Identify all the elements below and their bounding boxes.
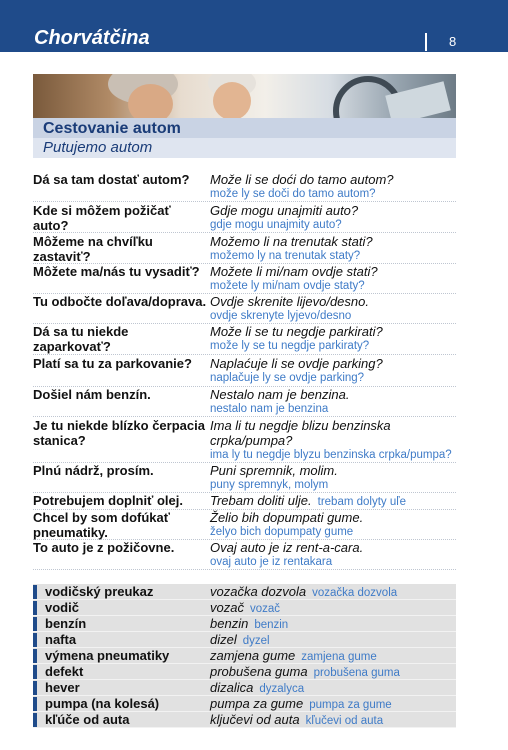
phrase-slovak: Dá sa tam dostať autom?	[33, 172, 190, 187]
vocabulary-row	[33, 664, 456, 680]
bullet-bar	[33, 633, 37, 647]
phrase-croatian: Ovdje skrenite lijevo/desno. ovdje skrenyte lyjevo/desno	[210, 294, 460, 324]
vocab-slovak: kľúče od auta	[45, 712, 130, 727]
vocab-pronunciation: kľučevi od auta	[305, 715, 384, 727]
vocab-slovak: hever	[45, 680, 80, 695]
vocab-pronunciation: dyzalyca	[259, 683, 305, 695]
photo-person-face	[213, 82, 251, 118]
vocab-slovak: vodič	[45, 600, 79, 615]
vocabulary-row	[33, 616, 456, 632]
phrase-croatian: Naplaćuje li se ovdje parking? naplačuje ly se ovdje parking?	[210, 356, 460, 386]
vocab-croatian: probušena guma probušena guma	[210, 664, 400, 679]
vocabulary-row	[33, 648, 456, 664]
phrase-row	[33, 172, 456, 202]
phrase-row	[33, 387, 456, 417]
phrase-pronunciation: puny spremnyk, molym	[210, 479, 329, 491]
vocab-pronunciation: benzin	[254, 619, 289, 631]
vocab-pronunciation: vozačka dozvola	[312, 587, 398, 599]
bullet-bar	[33, 713, 37, 727]
phrase-croatian: Može li se tu negdje parkirati? može ly se tu negdje parkiraty?	[210, 324, 460, 354]
travel-photo	[33, 74, 456, 118]
phrase-croatian: Nestalo nam je benzina. nestalo nam je benzina	[210, 387, 460, 417]
phrase-row	[33, 324, 456, 355]
bullet-bar	[33, 649, 37, 663]
phrase-slovak: Môžete ma/nás tu vysadiť?	[33, 264, 200, 279]
phrase-croatian: Ovaj auto je iz rent-a-cara. ovaj auto je iz rentakara	[210, 540, 460, 570]
vocabulary-row	[33, 712, 456, 728]
phrase-slovak: Tu odbočte doľava/doprava.	[33, 294, 207, 309]
vocab-pronunciation: probušena guma	[313, 667, 400, 679]
phrase-slovak: Plnú nádrž, prosím.	[33, 463, 154, 478]
photo-person-face	[128, 84, 173, 118]
vocab-croatian: dizalica dyzalyca	[210, 680, 305, 695]
phrase-row	[33, 203, 456, 233]
header-divider	[425, 33, 427, 51]
vocab-slovak: vodičský preukaz	[45, 584, 154, 599]
phrase-slovak: Došiel nám benzín.	[33, 387, 151, 402]
language-title: Chorvátčina	[34, 27, 150, 49]
vocab-croatian: pumpa za gume pumpa za gume	[210, 696, 392, 711]
phrase-row	[33, 234, 456, 264]
vocab-croatian: dizel dyzel	[210, 632, 270, 647]
phrase-slovak: Potrebujem doplniť olej.	[33, 493, 183, 508]
phrase-croatian: Trebam doliti ulje. trebam dolyty uľe	[210, 493, 407, 508]
vocab-croatian: vozač vozač	[210, 600, 281, 615]
bullet-bar	[33, 665, 37, 679]
phrase-row	[33, 294, 456, 324]
vocab-croatian: benzin benzin	[210, 616, 289, 631]
vocab-slovak: nafta	[45, 632, 77, 647]
phrase-slovak: Platí sa tu za parkovanie?	[33, 356, 192, 371]
bullet-bar	[33, 617, 37, 631]
phrase-pronunciation: nestalo nam je benzina	[210, 403, 329, 415]
phrase-row	[33, 463, 456, 493]
phrase-pronunciation: ovdje skrenyte lyjevo/desno	[210, 310, 352, 322]
vocab-slovak: benzín	[45, 616, 87, 631]
vocab-slovak: výmena pneumatiky	[45, 648, 170, 663]
phrase-croatian: Puni spremnik, molim. puny spremnyk, molym	[210, 463, 460, 493]
section-title: Cestovanie autom	[43, 120, 181, 137]
phrase-pronunciation: možemo ly na trenutak staty?	[210, 250, 361, 262]
phrase-croatian: Može li se doći do tamo autom? može ly se doči do tamo autom?	[210, 172, 460, 202]
bullet-bar	[33, 601, 37, 615]
phrase-row	[33, 356, 456, 387]
phrase-row	[33, 493, 456, 510]
vocab-pronunciation: pumpa za gume	[309, 699, 392, 711]
phrase-slovak: To auto je z požičovne.	[33, 540, 175, 555]
vocabulary-row	[33, 696, 456, 712]
vocab-croatian: zamjena gume zamjena gume	[210, 648, 377, 663]
bullet-bar	[33, 585, 37, 599]
phrase-croatian: Možemo li na trenutak stati? možemo ly na trenutak staty?	[210, 234, 460, 264]
phrase-pronunciation: može ly se doči do tamo autom?	[210, 188, 376, 200]
section-subtitle: Putujemo autom	[43, 139, 153, 156]
map-icon	[385, 81, 450, 118]
phrase-pronunciation: trebam dolyty uľe	[317, 496, 407, 508]
phrase-row	[33, 510, 456, 540]
vocabulary-row	[33, 584, 456, 600]
phrase-pronunciation: želyo bich dopumpaty gume	[210, 526, 354, 538]
phrase-slovak: Je tu niekde blízko čerpacia stanica?	[33, 418, 205, 448]
vocab-croatian: ključevi od auta kľučevi od auta	[210, 712, 384, 727]
vocabulary-row	[33, 632, 456, 648]
phrase-slovak: Kde si môžem požičať auto?	[33, 203, 171, 233]
phrase-pronunciation: naplačuje ly se ovdje parking?	[210, 372, 365, 384]
vocab-pronunciation: vozač	[249, 603, 281, 615]
vocab-croatian: vozačka dozvola vozačka dozvola	[210, 584, 398, 599]
phrase-croatian: Gdje mogu unajmiti auto? gdje mogu unajmity auto?	[210, 203, 460, 233]
phrase-row	[33, 540, 456, 570]
vocab-pronunciation: zamjena gume	[301, 651, 377, 663]
vocabulary-row	[33, 680, 456, 696]
vocabulary-row	[33, 600, 456, 616]
phrase-row	[33, 264, 456, 294]
vocab-slovak: pumpa (na kolesá)	[45, 696, 160, 711]
phrase-pronunciation: gdje mogu unajmity auto?	[210, 219, 342, 231]
bullet-bar	[33, 681, 37, 695]
page-number: 8	[449, 34, 457, 49]
phrase-slovak: Môžeme na chvíľku zastaviť?	[33, 234, 153, 264]
vocab-pronunciation: dyzel	[242, 635, 270, 647]
phrase-pronunciation: ovaj auto je iz rentakara	[210, 556, 333, 568]
phrase-croatian: Možete li mi/nam ovdje stati? možete ly mi/nam ovdje staty?	[210, 264, 460, 294]
phrase-pronunciation: ima ly tu negdje blyzu benzinska crpka/pumpa?	[210, 449, 452, 461]
bullet-bar	[33, 697, 37, 711]
page-header	[0, 0, 508, 52]
phrase-pronunciation: možete ly mi/nam ovdje staty?	[210, 280, 365, 292]
phrase-row	[33, 418, 456, 463]
phrase-pronunciation: može ly se tu negdje parkiraty?	[210, 340, 370, 352]
phrase-slovak: Dá sa tu niekde zaparkovať?	[33, 324, 129, 354]
phrase-croatian: Želio bih dopumpati gume. želyo bich dopumpaty gume	[210, 510, 460, 540]
vocab-slovak: defekt	[45, 664, 84, 679]
phrase-slovak: Chcel by som dofúkať pneumatiky.	[33, 510, 170, 540]
phrase-croatian: Ima li tu negdje blizu benzinska crpka/pumpa? ima ly tu negdje blyzu benzinska crpka/pumpa?	[210, 418, 460, 463]
